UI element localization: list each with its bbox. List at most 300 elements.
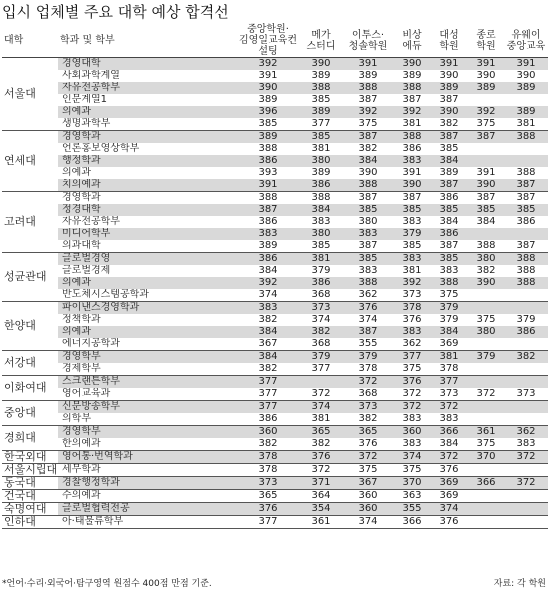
score-cell: 392 bbox=[394, 106, 430, 118]
department-name: 반도체시스템공학과 bbox=[58, 289, 236, 302]
score-cell: 382 bbox=[300, 438, 342, 451]
department-name: 언론홍보영상학부 bbox=[62, 143, 140, 154]
score-cell: 386 bbox=[430, 228, 468, 240]
score-cell: 382 bbox=[430, 118, 468, 131]
score-cell: 384 bbox=[236, 326, 300, 338]
score-cell: 362 bbox=[342, 289, 394, 302]
table-row bbox=[2, 289, 548, 302]
score-cell bbox=[468, 503, 504, 516]
score-cell: 388 bbox=[394, 131, 430, 144]
score-cell: 377 bbox=[430, 376, 468, 389]
score-cell: 368 bbox=[300, 338, 342, 351]
score-cell: 374 bbox=[300, 401, 342, 414]
score-cell: 386 bbox=[236, 413, 300, 426]
score-cell: 389 bbox=[504, 82, 548, 94]
score-cell: 389 bbox=[358, 70, 378, 81]
score-cell: 370 bbox=[468, 451, 504, 464]
score-cell: 361 bbox=[300, 516, 342, 529]
score-cell: 387 bbox=[430, 179, 468, 192]
score-cell: 376 bbox=[236, 503, 300, 516]
score-cell: 385 bbox=[468, 204, 504, 216]
score-cell: 383 bbox=[504, 438, 548, 451]
score-cell: 374 bbox=[430, 503, 468, 516]
score-cell: 381 bbox=[300, 413, 342, 426]
score-cell: 355 bbox=[342, 338, 394, 351]
score-cell: 391 bbox=[342, 58, 394, 71]
score-cell: 386 bbox=[300, 277, 342, 289]
score-cell: 390 bbox=[476, 70, 496, 81]
score-cell: 366 bbox=[430, 426, 468, 439]
score-cell: 387 bbox=[342, 326, 394, 338]
score-cell: 385 bbox=[394, 204, 430, 216]
score-cell: 390 bbox=[516, 70, 536, 81]
department-name: 경영대학 bbox=[58, 58, 236, 71]
score-cell: 381 bbox=[394, 118, 430, 131]
score-cell: 391 bbox=[430, 58, 468, 71]
score-cell: 372 bbox=[394, 401, 430, 414]
table-body bbox=[2, 58, 548, 529]
score-cell: 372 bbox=[430, 401, 468, 414]
score-cell bbox=[468, 302, 504, 315]
department-name: 경영학과 bbox=[62, 192, 101, 203]
table-row bbox=[2, 58, 548, 71]
score-cell: 383 bbox=[439, 265, 459, 276]
score-cell: 377 bbox=[236, 401, 300, 414]
score-cell: 387 bbox=[358, 94, 378, 105]
score-cell: 382 bbox=[236, 438, 300, 451]
score-cell: 387 bbox=[504, 240, 548, 253]
score-cell: 375 bbox=[394, 464, 430, 477]
column-header: 대학 bbox=[2, 24, 58, 58]
score-cell: 384 bbox=[439, 216, 459, 227]
score-cell: 373 bbox=[300, 302, 342, 315]
table-row bbox=[2, 413, 548, 426]
department-name: 신문방송학부 bbox=[58, 401, 236, 414]
score-cell: 371 bbox=[300, 477, 342, 490]
score-cell: 360 bbox=[342, 490, 394, 503]
score-cell: 374 bbox=[358, 314, 378, 325]
column-header: 메가 스터디 bbox=[300, 24, 342, 58]
score-cell: 379 bbox=[468, 351, 504, 364]
score-cell: 385 bbox=[342, 204, 394, 216]
table-row bbox=[2, 131, 548, 144]
score-cell: 383 bbox=[236, 228, 300, 240]
score-cell: 390 bbox=[430, 106, 468, 118]
department-name: 경찰행정학과 bbox=[58, 477, 236, 490]
table-row bbox=[2, 363, 548, 376]
score-cell: 383 bbox=[394, 438, 430, 451]
score-cell: 383 bbox=[394, 326, 430, 338]
score-cell: 392 bbox=[236, 58, 300, 71]
score-cell: 383 bbox=[394, 413, 430, 426]
score-cell: 373 bbox=[430, 388, 468, 401]
score-cell: 385 bbox=[300, 240, 342, 253]
score-cell bbox=[504, 94, 548, 106]
table-row bbox=[2, 70, 548, 82]
department-name: 치의예과 bbox=[58, 179, 236, 192]
table-row bbox=[2, 451, 548, 464]
table-row bbox=[2, 426, 548, 439]
score-cell bbox=[468, 464, 504, 477]
score-cell: 382 bbox=[258, 314, 278, 325]
score-cell: 388 bbox=[342, 277, 394, 289]
score-cell bbox=[504, 503, 548, 516]
table-row bbox=[2, 204, 548, 216]
score-cell bbox=[468, 413, 504, 426]
score-cell: 379 bbox=[311, 265, 331, 276]
score-cell: 385 bbox=[430, 204, 468, 216]
score-cell bbox=[504, 228, 548, 240]
university-name: 성균관대 bbox=[2, 253, 58, 302]
score-cell: 388 bbox=[468, 240, 504, 253]
score-cell: 380 bbox=[468, 326, 504, 338]
score-cell: 377 bbox=[236, 388, 300, 401]
department-name: 글로벌협력전공 bbox=[58, 503, 236, 516]
score-cell: 383 bbox=[311, 216, 331, 227]
department-name: 인문계열1 bbox=[62, 94, 108, 105]
score-cell: 378 bbox=[236, 464, 300, 477]
column-header: 중앙학원· 김영일교육컨설팅 bbox=[236, 24, 300, 58]
score-cell: 386 bbox=[504, 326, 548, 338]
score-cell: 379 bbox=[394, 228, 430, 240]
score-cell: 385 bbox=[311, 94, 331, 105]
footnote: *언어·수리·외국어·탐구영역 원점수 400점 만점 기준. bbox=[2, 579, 212, 589]
score-cell: 368 bbox=[342, 388, 394, 401]
column-header: 대성 학원 bbox=[430, 24, 468, 58]
score-cell: 380 bbox=[468, 253, 504, 266]
score-cell: 388 bbox=[342, 82, 394, 94]
score-cell: 382 bbox=[236, 363, 300, 376]
score-cell: 376 bbox=[402, 314, 422, 325]
table-row bbox=[2, 228, 548, 240]
score-cell: 386 bbox=[236, 253, 300, 266]
score-cell: 362 bbox=[504, 426, 548, 439]
department-name: 사회과학계열 bbox=[62, 70, 120, 81]
department-name: 의과대학 bbox=[58, 240, 236, 253]
column-header: 이투스· 청솔학원 bbox=[342, 24, 394, 58]
score-cell: 392 bbox=[342, 106, 394, 118]
score-cell: 373 bbox=[236, 477, 300, 490]
score-cell bbox=[468, 490, 504, 503]
score-cell: 380 bbox=[300, 228, 342, 240]
department-name: 행정학과 bbox=[58, 155, 236, 167]
score-cell: 387 bbox=[516, 192, 536, 203]
score-cell bbox=[504, 289, 548, 302]
score-cell: 379 bbox=[430, 302, 468, 315]
score-cell: 382 bbox=[358, 143, 378, 154]
score-cell: 375 bbox=[468, 438, 504, 451]
score-cell: 390 bbox=[236, 82, 300, 94]
score-cell bbox=[504, 401, 548, 414]
score-cell: 383 bbox=[430, 413, 468, 426]
score-cell: 386 bbox=[258, 216, 278, 227]
department-name: 글로벌경영 bbox=[58, 253, 236, 266]
university-name: 건국대 bbox=[2, 490, 58, 503]
score-cell: 385 bbox=[236, 118, 300, 131]
university-name: 서울대 bbox=[2, 58, 58, 131]
score-cell: 379 bbox=[342, 351, 394, 364]
score-cell bbox=[468, 143, 504, 155]
score-cell: 387 bbox=[236, 204, 300, 216]
score-cell: 360 bbox=[394, 426, 430, 439]
score-cell: 388 bbox=[516, 265, 536, 276]
department-name: 정책학과 bbox=[62, 314, 101, 325]
score-cell: 380 bbox=[300, 155, 342, 167]
score-cell bbox=[468, 94, 504, 106]
score-cell: 375 bbox=[342, 118, 394, 131]
score-cell: 372 bbox=[300, 464, 342, 477]
score-cell: 373 bbox=[504, 388, 548, 401]
table-row bbox=[2, 94, 548, 106]
score-cell: 383 bbox=[342, 228, 394, 240]
score-cell: 387 bbox=[439, 94, 459, 105]
score-cell: 389 bbox=[236, 131, 300, 144]
score-cell: 384 bbox=[476, 216, 496, 227]
score-cell bbox=[300, 376, 342, 389]
table-row bbox=[2, 265, 548, 277]
table-row bbox=[2, 314, 548, 326]
table-row bbox=[2, 477, 548, 490]
score-cell: 377 bbox=[300, 363, 342, 376]
table-row bbox=[2, 351, 548, 364]
score-cell: 384 bbox=[300, 204, 342, 216]
score-cell: 385 bbox=[504, 204, 548, 216]
score-cell: 376 bbox=[430, 464, 468, 477]
score-cell: 392 bbox=[468, 106, 504, 118]
score-cell: 365 bbox=[342, 426, 394, 439]
score-cell: 391 bbox=[468, 58, 504, 71]
score-cell bbox=[468, 338, 504, 351]
table-row bbox=[2, 106, 548, 118]
department-name: 에너지공학과 bbox=[58, 338, 236, 351]
score-cell: 387 bbox=[476, 192, 496, 203]
score-cell: 368 bbox=[300, 289, 342, 302]
score-cell: 387 bbox=[402, 94, 422, 105]
score-cell: 375 bbox=[476, 314, 496, 325]
score-cell: 387 bbox=[468, 131, 504, 144]
score-cell: 389 bbox=[468, 82, 504, 94]
score-cell: 391 bbox=[402, 167, 422, 178]
score-cell bbox=[468, 376, 504, 389]
score-cell: 378 bbox=[342, 363, 394, 376]
score-cell bbox=[468, 401, 504, 414]
score-cell: 364 bbox=[300, 490, 342, 503]
score-cell: 378 bbox=[394, 302, 430, 315]
score-cell bbox=[504, 338, 548, 351]
score-cell: 354 bbox=[300, 503, 342, 516]
score-cell: 377 bbox=[300, 118, 342, 131]
score-cell bbox=[504, 516, 548, 529]
table-row bbox=[2, 167, 548, 179]
score-cell: 388 bbox=[504, 253, 548, 266]
score-cell: 387 bbox=[358, 192, 378, 203]
score-cell bbox=[504, 464, 548, 477]
score-cell: 389 bbox=[311, 167, 331, 178]
university-name: 동국대 bbox=[2, 477, 58, 490]
score-cell: 389 bbox=[258, 94, 278, 105]
university-name: 이화여대 bbox=[2, 376, 58, 401]
score-cell bbox=[504, 363, 548, 376]
table-row bbox=[2, 516, 548, 529]
score-cell: 383 bbox=[358, 265, 378, 276]
score-cell bbox=[504, 302, 548, 315]
score-cell: 384 bbox=[258, 265, 278, 276]
score-cell bbox=[504, 413, 548, 426]
score-cell: 372 bbox=[468, 388, 504, 401]
department-name: 경영학부 bbox=[58, 426, 236, 439]
department-name: 영어통·번역학과 bbox=[58, 451, 236, 464]
score-cell: 383 bbox=[394, 155, 430, 167]
score-cell: 388 bbox=[504, 131, 548, 144]
score-cell: 372 bbox=[300, 388, 342, 401]
score-cell: 379 bbox=[439, 314, 459, 325]
score-cell: 389 bbox=[300, 106, 342, 118]
score-cell: 370 bbox=[394, 477, 430, 490]
department-name: 경제학부 bbox=[58, 363, 236, 376]
column-header: 학과 및 학부 bbox=[58, 24, 236, 58]
score-cell: 390 bbox=[394, 58, 430, 71]
score-cell: 396 bbox=[236, 106, 300, 118]
table-row bbox=[2, 376, 548, 389]
score-cell: 388 bbox=[300, 82, 342, 94]
department-name: 한의예과 bbox=[58, 438, 236, 451]
score-cell: 390 bbox=[468, 277, 504, 289]
score-cell: 374 bbox=[342, 516, 394, 529]
score-cell: 386 bbox=[300, 179, 342, 192]
score-cell: 384 bbox=[430, 326, 468, 338]
table-row bbox=[2, 326, 548, 338]
score-cell bbox=[504, 143, 548, 155]
score-cell: 393 bbox=[258, 167, 278, 178]
score-cell: 388 bbox=[311, 192, 331, 203]
department-name: 자유전공학부 bbox=[62, 216, 120, 227]
score-cell: 388 bbox=[342, 179, 394, 192]
score-cell: 390 bbox=[358, 167, 378, 178]
score-cell: 386 bbox=[439, 192, 459, 203]
department-name: 자유전공학부 bbox=[58, 82, 236, 94]
column-header: 유웨이 중앙교육 bbox=[504, 24, 548, 58]
score-cell: 389 bbox=[430, 82, 468, 94]
score-cell: 390 bbox=[468, 179, 504, 192]
department-name: 의예과 bbox=[58, 106, 236, 118]
score-cell: 391 bbox=[504, 58, 548, 71]
department-name: 의예과 bbox=[62, 167, 91, 178]
score-cell: 373 bbox=[394, 289, 430, 302]
table-row bbox=[2, 155, 548, 167]
table-header-row bbox=[2, 24, 548, 58]
score-cell: 375 bbox=[394, 363, 430, 376]
score-cell: 387 bbox=[342, 240, 394, 253]
score-cell: 389 bbox=[439, 167, 459, 178]
score-cell: 383 bbox=[402, 216, 422, 227]
score-cell: 392 bbox=[394, 277, 430, 289]
score-cell: 382 bbox=[504, 351, 548, 364]
table-row bbox=[2, 438, 548, 451]
score-cell: 355 bbox=[394, 503, 430, 516]
table-row bbox=[2, 192, 548, 205]
department-name: 미디어학부 bbox=[58, 228, 236, 240]
score-cell: 387 bbox=[342, 131, 394, 144]
department-name: 의학부 bbox=[58, 413, 236, 426]
score-cell: 377 bbox=[394, 351, 430, 364]
score-cell: 384 bbox=[430, 438, 468, 451]
table-row bbox=[2, 253, 548, 266]
score-cell: 362 bbox=[394, 338, 430, 351]
score-cell: 372 bbox=[342, 376, 394, 389]
score-cell: 379 bbox=[516, 314, 536, 325]
score-cell: 367 bbox=[342, 477, 394, 490]
score-cell bbox=[468, 516, 504, 529]
score-cell: 390 bbox=[439, 70, 459, 81]
score-cell: 389 bbox=[236, 240, 300, 253]
score-cell bbox=[468, 228, 504, 240]
score-cell: 382 bbox=[300, 326, 342, 338]
score-cell: 377 bbox=[236, 516, 300, 529]
score-cell: 376 bbox=[300, 451, 342, 464]
score-cell: 385 bbox=[342, 253, 394, 266]
score-cell: 381 bbox=[311, 143, 331, 154]
score-cell: 388 bbox=[430, 277, 468, 289]
score-cell bbox=[504, 490, 548, 503]
table-row bbox=[2, 401, 548, 414]
table-row bbox=[2, 143, 548, 155]
score-cell: 389 bbox=[402, 70, 422, 81]
score-cell: 392 bbox=[236, 277, 300, 289]
university-name: 서울시립대 bbox=[4, 463, 58, 476]
score-cell bbox=[468, 363, 504, 376]
score-cell bbox=[468, 155, 504, 167]
score-cell: 365 bbox=[236, 490, 300, 503]
score-cell: 385 bbox=[300, 131, 342, 144]
table-row bbox=[2, 82, 548, 94]
score-cell: 385 bbox=[430, 253, 468, 266]
score-cell: 375 bbox=[342, 464, 394, 477]
score-cell: 389 bbox=[504, 106, 548, 118]
table-row bbox=[2, 490, 548, 503]
table-row bbox=[2, 503, 548, 516]
score-cell bbox=[504, 376, 548, 389]
source-credit: 자료: 각 학원 bbox=[493, 579, 546, 589]
score-cell: 388 bbox=[394, 82, 430, 94]
department-name: 의예과 bbox=[58, 326, 236, 338]
department-name: 영어교육과 bbox=[58, 388, 236, 401]
score-cell: 384 bbox=[236, 351, 300, 364]
table-row bbox=[2, 388, 548, 401]
score-cell: 375 bbox=[430, 289, 468, 302]
table-row bbox=[2, 240, 548, 253]
score-cell: 381 bbox=[504, 118, 548, 131]
page-title: 입시 업체별 주요 대학 예상 합격선 bbox=[2, 3, 229, 21]
department-name: 스크랜튼학부 bbox=[58, 376, 236, 389]
score-cell: 391 bbox=[236, 179, 300, 192]
table-row bbox=[2, 118, 548, 131]
table-row bbox=[2, 464, 548, 477]
score-cell: 381 bbox=[430, 351, 468, 364]
score-cell: 379 bbox=[300, 351, 342, 364]
department-name: 생명과학부 bbox=[58, 118, 236, 131]
score-cell: 388 bbox=[258, 143, 278, 154]
score-cell: 372 bbox=[504, 451, 548, 464]
university-name: 숙명여대 bbox=[2, 503, 58, 516]
table-row bbox=[2, 216, 548, 228]
score-cell: 389 bbox=[311, 70, 331, 81]
score-cell: 374 bbox=[311, 314, 331, 325]
score-cell: 376 bbox=[394, 376, 430, 389]
score-cell: 382 bbox=[476, 265, 496, 276]
score-cell: 375 bbox=[468, 118, 504, 131]
university-name: 서강대 bbox=[2, 351, 58, 376]
score-cell: 372 bbox=[342, 451, 394, 464]
